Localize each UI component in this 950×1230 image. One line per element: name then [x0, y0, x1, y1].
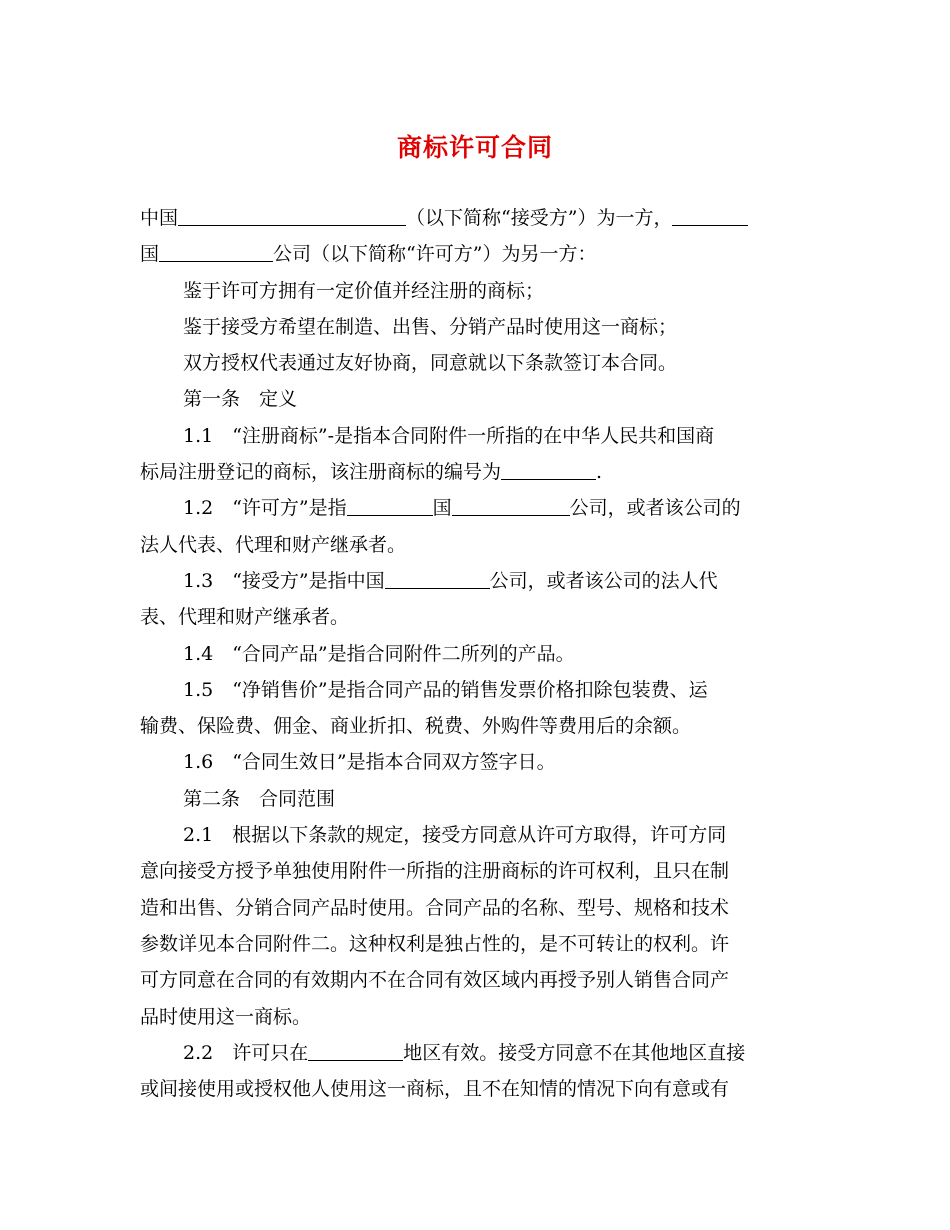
blank-field [308, 1038, 403, 1061]
clause-1-3 [140, 563, 812, 599]
clause-2-1: 2.1 根据以下条款的规定，接受方同意从许可方取得，许可方同 [183, 824, 727, 847]
preamble-line-1 [140, 200, 812, 236]
clause-1-6: 1.6 “合同生效日”是指本合同双方签字日。 [183, 751, 556, 774]
blank-field [501, 457, 596, 480]
text-fragment: 中国 [140, 207, 179, 229]
clause-2-1-cont-4: 可方同意在合同的有效期内不在合同有效区域内再授予别人销售合同产 [140, 969, 730, 992]
text-fragment: 2.2 许可只在 [183, 1041, 309, 1064]
clause-2-2-cont: 或间接使用或授权他人使用这一商标，且不在知情的情况下向有意或有 [140, 1078, 730, 1101]
text-fragment: 公司（以下简称“许可方”）为另一方： [273, 243, 597, 266]
text-fragment: 公司，或者该公司的 [569, 497, 741, 520]
recital-2: 鉴于接受方希望在制造、出售、分销产品时使用这一商标； [183, 315, 678, 338]
blank-field [452, 493, 570, 516]
clause-2-1-cont-3: 参数详见本合同附件二。这种权利是独占性的，是不可转让的权利。许 [140, 932, 730, 955]
blank-field [385, 566, 490, 589]
clause-1-1: 1.1 “注册商标”-是指本合同附件一所指的在中华人民共和国商 [183, 424, 715, 447]
text-fragment: 国 [140, 243, 160, 266]
text-fragment: . [596, 461, 603, 484]
blank-field [159, 239, 273, 262]
clause-2-1-cont-2: 造和出售、分销合同产品时使用。合同产品的名称、型号、规格和技术 [140, 896, 730, 919]
text-fragment: （以下简称“接受方”）为一方， [406, 207, 673, 229]
clause-2-1-cont-1: 意向接受方授予单独使用附件一所指的注册商标的许可权利，且只在制 [140, 860, 730, 883]
clause-1-2 [140, 490, 812, 526]
clause-1-3-cont: 表、代理和财产继承者。 [140, 606, 350, 629]
contract-body [140, 200, 812, 1107]
text-fragment: 标局注册登记的商标，该注册商标的编号为 [140, 461, 502, 484]
clause-1-5-cont: 输费、保险费、佣金、商业折扣、税费、外购件等费用后的余额。 [140, 715, 692, 738]
text-fragment: 公司，或者该公司的法人代 [489, 569, 718, 592]
clause-1-4: 1.4 “合同产品”是指合同附件二所列的产品。 [183, 642, 575, 665]
document-title: 商标许可合同 [396, 133, 553, 162]
clause-1-2-cont: 法人代表、代理和财产继承者。 [140, 533, 407, 556]
clause-2-1-cont-5: 品时使用这一商标。 [140, 1005, 312, 1028]
clause-1-1-cont [140, 454, 812, 490]
blank-field [347, 493, 433, 516]
text-fragment: 1.2 “许可方”是指 [183, 497, 347, 520]
clause-1-5: 1.5 “净销售价”是指合同产品的销售发票价格扣除包装费、运 [183, 678, 708, 701]
preamble-line-2 [140, 236, 812, 272]
text-fragment: 1.3 “接受方”是指中国 [183, 569, 385, 592]
article-2-heading: 第二条 合同范围 [183, 787, 336, 810]
blank-field [672, 203, 748, 226]
text-fragment: 地区有效。接受方同意不在其他地区直接 [403, 1041, 746, 1064]
blank-field [178, 203, 406, 226]
recital-3: 双方授权代表通过友好协商，同意就以下条款签订本合同。 [183, 352, 678, 375]
article-1-heading: 第一条 定义 [183, 388, 298, 411]
text-fragment: 国 [432, 497, 452, 520]
clause-2-2 [140, 1035, 812, 1071]
recital-1: 鉴于许可方拥有一定价值并经注册的商标； [183, 279, 545, 302]
